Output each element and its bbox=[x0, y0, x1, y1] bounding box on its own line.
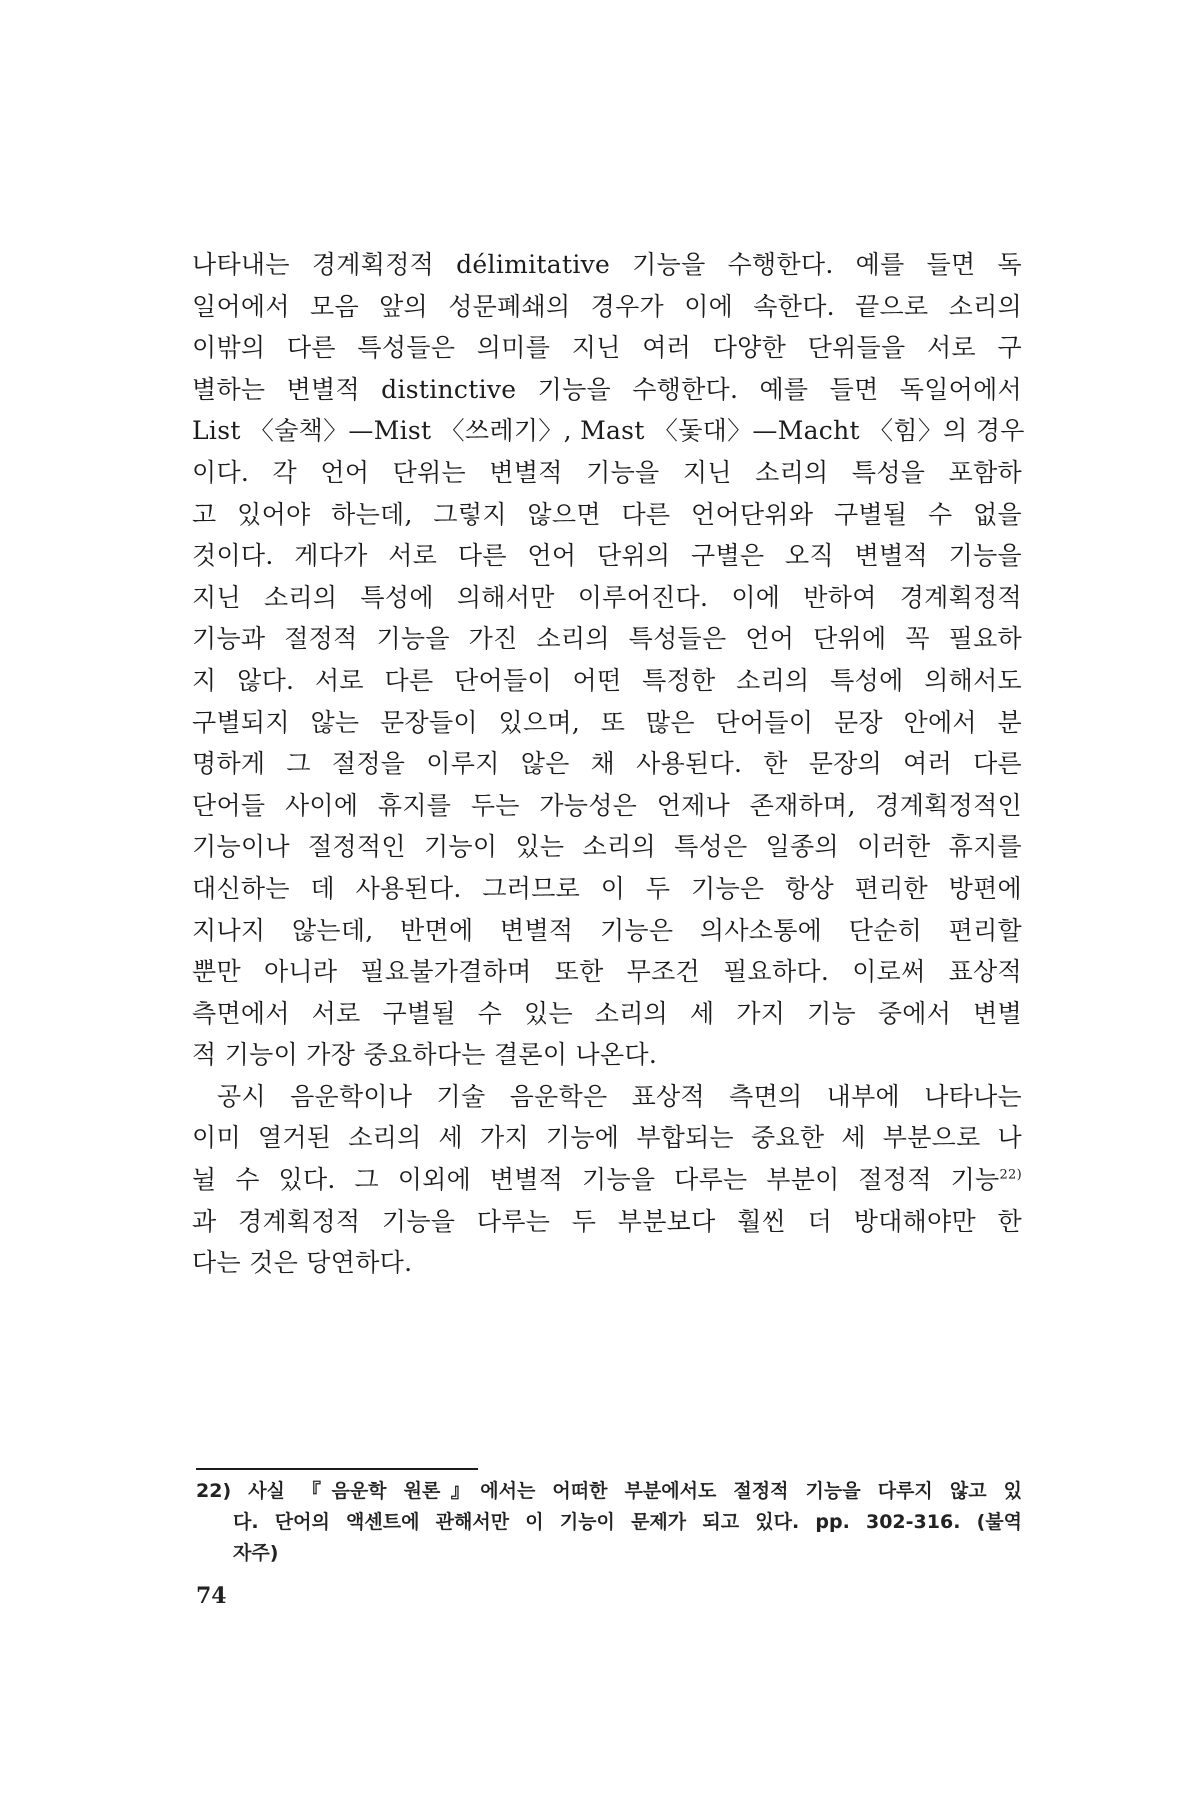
text-line: 단어들 사이에 휴지를 두는 가능성은 언제나 존재하며, 경계획정적인 bbox=[192, 790, 1022, 820]
text-line: 뿐만 아니라 필요불가결하며 또한 무조건 필요하다. 이로써 표상적 bbox=[192, 957, 1022, 987]
footnote-line: 자주) bbox=[233, 1542, 279, 1564]
body-text bbox=[192, 244, 1025, 1284]
text-line: 나타내는 경계획정적 délimitative 기능을 수행한다. 예를 들면 독 bbox=[192, 250, 1022, 279]
text-line: 구별되지 않는 문장들이 있으며, 또 많은 단어들이 문장 안에서 분 bbox=[192, 707, 1022, 737]
paragraph-2 bbox=[192, 1076, 1022, 1284]
text-line: 명하게 그 절정을 이루지 않은 채 사용된다. 한 문장의 여러 다른 bbox=[192, 749, 1022, 779]
text-line: List 〈술책〉—Mist 〈쓰레기〉, Mast 〈돛대〉—Macht 〈힘〉의 경우 bbox=[192, 416, 1025, 446]
text-line: 이밖의 다른 특성들은 의미를 지닌 여러 다양한 단위들을 서로 구 bbox=[192, 333, 1022, 363]
text-line: 고 있어야 하는데, 그렇지 않으면 다른 언어단위와 구별될 수 없을 bbox=[192, 499, 1022, 529]
footnote bbox=[196, 1476, 1022, 1569]
text-line: 별하는 변별적 distinctive 기능을 수행한다. 예를 들면 독일어에서 bbox=[192, 374, 1022, 404]
page-number: 74 bbox=[196, 1583, 227, 1609]
text-line: 지닌 소리의 특성에 의해서만 이루어진다. 이에 반하여 경계획정적 bbox=[192, 582, 1022, 612]
footnote-line: 다. 단어의 액센트에 관해서만 이 기능이 문제가 되고 있다. pp. 302-316. (불역 bbox=[233, 1511, 1022, 1533]
text-line: 공시 음운학이나 기술 음운학은 표상적 측면의 내부에 나타나는 bbox=[217, 1081, 1022, 1111]
text-line: 지나지 않는데, 반면에 변별적 기능은 의사소통에 단순히 편리할 bbox=[192, 915, 1022, 945]
text-line: 기능이나 절정적인 기능이 있는 소리의 특성은 일종의 이러한 휴지를 bbox=[192, 832, 1022, 862]
text-fragment: 뉠 수 있다. 그 이외에 변별적 기능을 다루는 부분이 절정적 기능 bbox=[192, 1165, 1000, 1195]
text-line: 이미 열거된 소리의 세 가지 기능에 부합되는 중요한 세 부분으로 나 bbox=[192, 1123, 1022, 1153]
text-line: 과 경계획정적 기능을 다루는 두 부분보다 훨씬 더 방대해야만 한 bbox=[192, 1206, 1022, 1236]
paragraph-1 bbox=[192, 244, 1025, 1076]
text-line: 기능과 절정적 기능을 가진 소리의 특성들은 언어 단위에 꼭 필요하 bbox=[192, 624, 1022, 654]
text-line: 일어에서 모음 앞의 성문폐쇄의 경우가 이에 속한다. 끝으로 소리의 bbox=[192, 291, 1022, 321]
footnote-divider bbox=[196, 1468, 478, 1470]
text-line: 측면에서 서로 구별될 수 있는 소리의 세 가지 기능 중에서 변별 bbox=[192, 998, 1022, 1028]
text-line: 지 않다. 서로 다른 단어들이 어떤 특정한 소리의 특성에 의해서도 bbox=[192, 665, 1022, 695]
text-line: 적 기능이 가장 중요하다는 결론이 나온다. bbox=[192, 1040, 658, 1070]
text-line: 것이다. 게다가 서로 다른 언어 단위의 구별은 오직 변별적 기능을 bbox=[192, 541, 1022, 571]
text-line: 다는 것은 당연하다. bbox=[192, 1248, 413, 1278]
text-line: 대신하는 데 사용된다. 그러므로 이 두 기능은 항상 편리한 방편에 bbox=[192, 873, 1022, 903]
footnote-line: 22) 사실 『음운학 원론』에서는 어떠한 부분에서도 절정적 기능을 다루지 않고 있 bbox=[196, 1480, 1022, 1502]
text-line bbox=[192, 1159, 1022, 1201]
text-line: 이다. 각 언어 단위는 변별적 기능을 지닌 소리의 특성을 포함하 bbox=[192, 457, 1022, 487]
footnote-reference[interactable]: 22) bbox=[999, 1167, 1022, 1183]
